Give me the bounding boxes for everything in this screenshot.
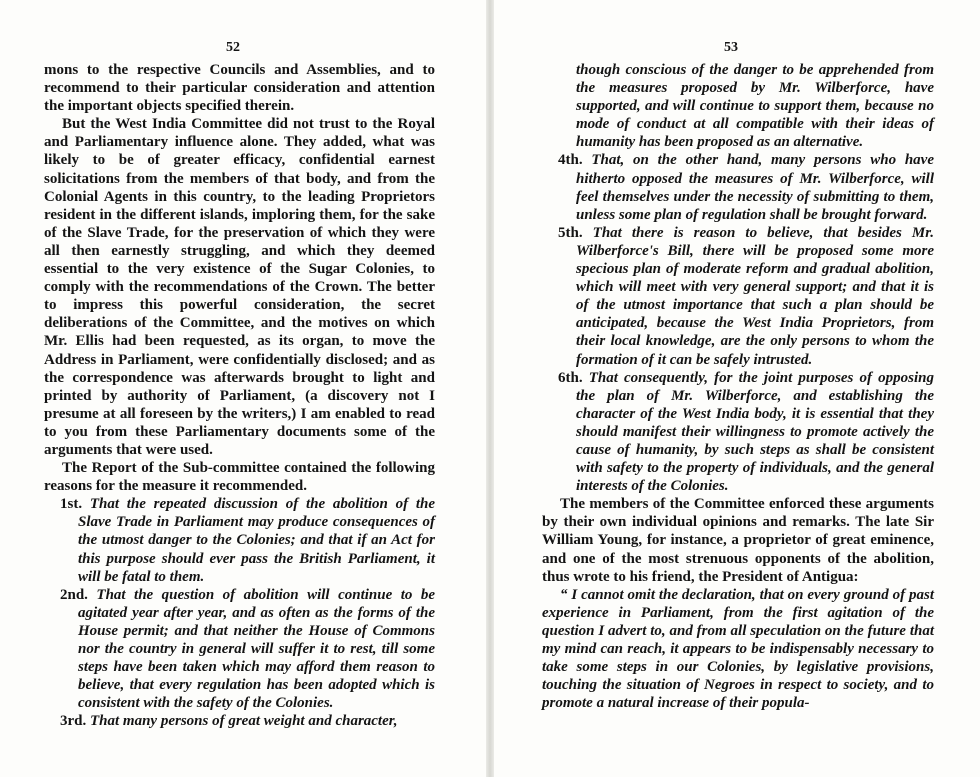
item-text: That many persons of great weight and character, bbox=[90, 713, 398, 730]
item-number: 6th. bbox=[558, 369, 583, 386]
left-page-body bbox=[44, 61, 435, 730]
list-item bbox=[542, 224, 934, 369]
list-item bbox=[44, 586, 435, 713]
list-item bbox=[44, 495, 435, 585]
list-item bbox=[44, 712, 435, 730]
continuation-paragraph: mons to the respective Councils and Assemblies, and to recommend to their particular consideration and attention the important objects specified therein. bbox=[44, 62, 435, 115]
right-page-body bbox=[542, 61, 934, 712]
report-paragraph: The Report of the Sub-committee contained the following reasons for the measure it recommended. bbox=[44, 460, 435, 495]
quotation-paragraph: “ I cannot omit the declaration, that on every ground of past experience in Parliament, from the first agitation of the question I advert to, and from all speculation on the future that my mind can reach, it appears to be indispensably necessary to take some steps in our Colonies, by legislative provisions, touching the situation of Negroes in respect to society, and to promote a natural increase of their popula- bbox=[542, 586, 934, 712]
item-text: That there is reason to believe, that besides Mr. Wilberforce's Bill, there will be proposed some more specious plan of moderate reform and gradual abolition, which will meet with very general support; and that it is of the utmost importance that such a plan should be anticipated, because the West India Proprietors, from their local knowledge, are the only persons to whom the formation of it can be safely intrusted. bbox=[576, 224, 934, 368]
item-number: 2nd. bbox=[60, 586, 88, 603]
right-page bbox=[490, 0, 980, 777]
item-text: That, on the other hand, many persons who have hitherto opposed the measures of Mr. Wilberforce, will feel themselves under the necessity of submitting to them, unless some plan of regulation shall be brought forward. bbox=[576, 152, 934, 223]
committee-paragraph: But the West India Committee did not trust to the Royal and Parliamentary influence alone. They added, what was likely to be of greater efficacy, confidential earnest solicitations from the members of that body, and from the Colonial Agents in this country, to the leading Proprietors resident in the different islands, imploring them, for the sake of the Slave Trade, for the preservation of which they were all then earnestly struggling, and which they deemed essential to the very existence of the Sugar Colonies, to comply with the recommendations of the Crown. The better to impress this powerful consideration, the secret deliberations of the Committee, and the motives on which Mr. Ellis had been requested, as its organ, to move the Address in Parliament, were confidentially disclosed; and as the correspondence was afterwards brought to light and printed by authority of Parliament, (a discovery not I presume at all foreseen by the writers,) I am enabled to read to you from these Parliamentary documents some of the arguments that were used. bbox=[44, 116, 435, 458]
page-number: 53 bbox=[724, 40, 738, 55]
item-number: 3rd. bbox=[60, 713, 87, 730]
page-number: 52 bbox=[226, 40, 240, 55]
item-text: That the repeated discussion of the abolition of the Slave Trade in Parliament may produce consequences of the utmost danger to the Colonies; and that if an Act for this purpose should ever pass the British Parliament, it will be fatal to them. bbox=[78, 496, 435, 585]
list-item bbox=[542, 369, 934, 496]
item-text: That the question of abolition will continue to be agitated year after year, and as often as the forms of the House permit; and that neither the House of Commons nor the country in general will suffer it to rest, till some steps have been taken which may afford them reason to believe, that every regulation has been adopted which is consistent with the safety of the Colonies. bbox=[78, 586, 436, 712]
item-text: That consequently, for the joint purposes of opposing the plan of Mr. Wilberforce, and establishing the character of the West India body, it is essential that they should manifest their willingness to promote actively the cause of humanity, by such steps as shall be consistent with safety to the property of individuals, and the general interests of the Colonies. bbox=[576, 369, 934, 495]
item-number: 4th. bbox=[558, 152, 583, 169]
members-paragraph: The members of the Committee enforced these arguments by their own individual opinions and remarks. The late Sir William Young, for instance, a proprietor of great eminence, and one of the most strenuous opponents of the abolition, thus wrote to his friend, the President of Antigua: bbox=[542, 496, 934, 585]
list-item bbox=[542, 151, 934, 223]
item-number: 1st. bbox=[60, 496, 83, 513]
list-item-continuation: though conscious of the danger to be apprehended from the measures proposed by Mr. Wilberforce, have supported, and will continue to support them, because no mode of conduct at all compatible with their ideas of humanity has been proposed as an alternative. bbox=[576, 62, 934, 151]
item-number: 5th. bbox=[558, 224, 583, 241]
